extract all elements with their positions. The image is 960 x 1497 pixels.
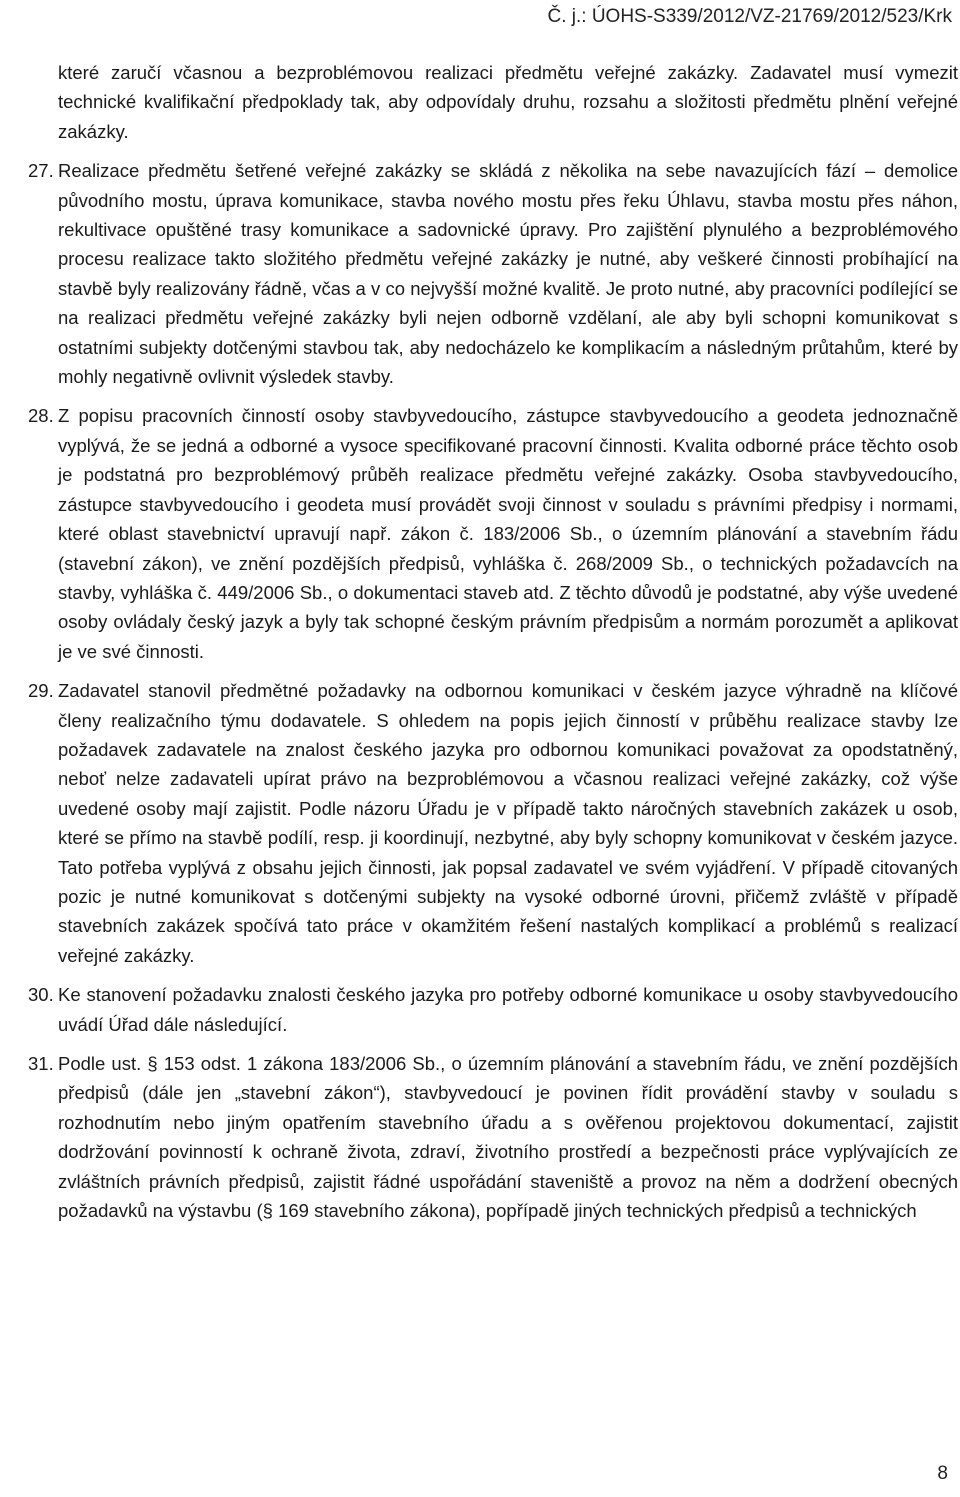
paragraph-27 — [28, 156, 958, 391]
paragraph-number: 28. — [28, 405, 54, 427]
document-body — [28, 58, 958, 1225]
paragraph-text: Zadavatel stanovil předmětné požadavky na odbornou komunikaci v českém jazyce výhradně na klíčové členy realizačního týmu dodavatele. S ohledem na popis jejich činností v průběhu realizace stavby lze požadavek zadavatele na znalost českého jazyka pro odbornou komunikaci považovat za opodstatněný, neboť nelze zadavateli upírat právo na bezproblémovou a včasnou realizaci veřejné zakázky, což výše uvedené osoby mají zajistit. Podle názoru Úřadu je v případě takto náročných stavebních zakázek u osob, které se přímo na stavbě podílí, resp. ji koordinují, nezbytné, aby byly schopny komunikovat v českém jazyce. Tato potřeba vyplývá z obsahu jejich činnosti, jak popsal zadavatel ve svém vyjádření. V případě citovaných pozic je nutné komunikovat s dotčenými subjekty na vysoké odborné úrovni, přičemž zvláště v případě stavebních zakázek spočívá tato práce v okamžitém řešení nastalých komplikací a problémů s realizací veřejné zakázky. — [58, 680, 958, 966]
paragraph-text: Realizace předmětu šetřené veřejné zakázky se skládá z několika na sebe navazujících fází – demolice původního mostu, úprava komunikace, stavba nového mostu přes řeku Úhlavu, stavba mostu přes náhon, rekultivace opuštěné trasy komunikace a sadovnické úpravy. Pro zajištění plynulého a bezproblémového procesu realizace takto složitého předmětu veřejné zakázky je nutné, aby veškeré činnosti probíhající na stavbě byly realizovány řádně, včas a v co nejvyšší možné kvalitě. Je proto nutné, aby pracovníci podílející se na realizaci předmětu veřejné zakázky byli nejen odborně vzdělaní, ale aby byli schopni komunikovat s ostatními subjekty dotčenými stavbou tak, aby nedocházelo ke komplikacím a následným průtahům, které by mohly negativně ovlivnit výsledek stavby. — [58, 160, 958, 388]
page-number: 8 — [937, 1463, 948, 1484]
paragraph-text: Podle ust. § 153 odst. 1 zákona 183/2006 Sb., o územním plánování a stavebním řádu, ve znění pozdějších předpisů (dále jen „stavební zákon“), stavbyvedoucí je povinen řídit provádění stavby v souladu s rozhodnutím nebo jiným opatřením stavebního úřadu a s ověřenou projektovou dokumentací, zajistit dodržování povinností k ochraně života, zdraví, životního prostředí a bezpečnosti práce vyplývajících ze zvláštních právních předpisů, zajistit řádné uspořádání staveniště a provoz na něm a dodržení obecných požadavků na výstavbu (§ 169 stavebního zákona), popřípadě jiných technických předpisů a technických — [58, 1053, 958, 1222]
paragraph-number: 30. — [28, 984, 54, 1006]
paragraph-30 — [28, 980, 958, 1039]
paragraph-31 — [28, 1049, 958, 1225]
paragraph-28 — [28, 401, 958, 666]
paragraph-number: 29. — [28, 680, 54, 702]
intro-paragraph: které zaručí včasnou a bezproblémovou realizaci předmětu veřejné zakázky. Zadavatel musí vymezit technické kvalifikační předpoklady tak, aby odpovídaly druhu, rozsahu a složitosti předmětu plnění veřejné zakázky. — [58, 62, 958, 142]
paragraph-number: 31. — [28, 1053, 54, 1074]
document-reference: Č. j.: ÚOHS-S339/2012/VZ-21769/2012/523/Krk — [547, 6, 952, 27]
paragraph-number: 27. — [28, 160, 54, 182]
paragraph-text: Z popisu pracovních činností osoby stavbyvedoucího, zástupce stavbyvedoucího a geodeta jednoznačně vyplývá, že se jedná a odborné a vysoce specifikované pracovní činnosti. Kvalita odborné práce těchto osob je podstatná pro bezproblémový průběh realizace předmětu veřejné zakázky. Osoba stavbyvedoucího, zástupce stavbyvedoucího i geodeta musí provádět svoji činnost v souladu s právními předpisy i normami, které oblast stavebnictví upravují např. zákon č. 183/2006 Sb., o územním plánování a stavebním řádu (stavební zákon), ve znění pozdějších předpisů, vyhláška č. 268/2009 Sb., o technických požadavcích na stavby, vyhláška č. 449/2006 Sb., o dokumentaci staveb atd. Z těchto důvodů je podstatné, aby výše uvedené osoby ovládaly český jazyk a byly tak schopné českým právním předpisům a normám porozumět a aplikovat je ve své činnosti. — [58, 405, 958, 662]
paragraph-29 — [28, 676, 958, 970]
paragraph-text: Ke stanovení požadavku znalosti českého jazyka pro potřeby odborné komunikace u osoby stavbyvedoucího uvádí Úřad dále následující. — [58, 984, 958, 1035]
